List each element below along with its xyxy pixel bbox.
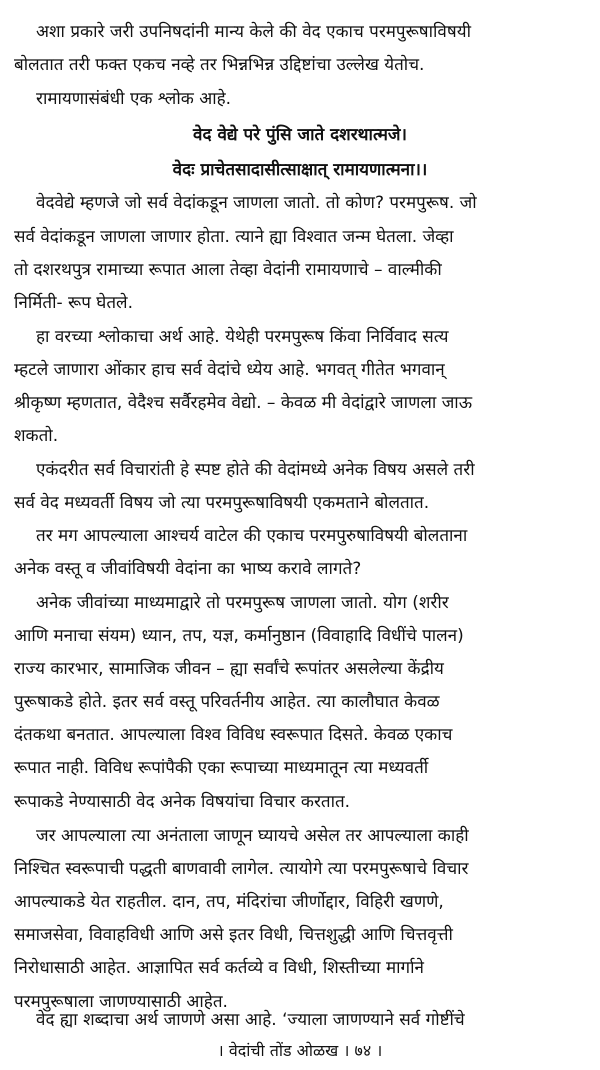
text-line: परमपुरूषाला जाणण्यासाठी आहेत. [14, 992, 228, 1012]
text-line: हा वरच्या श्लोकाचा अर्थ आहे. येथेही परमपुरूष किंवा निर्विवाद सत्य [36, 327, 449, 347]
text-line: सर्व वेदांकडून जाणला जाणार होता. त्याने ह्या विश्वात जन्म घेतला. जेव्हा [14, 227, 454, 247]
text-line: सर्व वेद मध्यवर्ती विषय जो त्या परमपुरूषाविषयी एकमताने बोलतात. [14, 493, 430, 513]
text-line: तर मग आपल्याला आश्चर्य वाटेल की एकाच परमपुरुषाविषयी बोलताना [36, 526, 468, 546]
text-line: आपल्याकडे येत राहतील. दान, तप, मंदिरांचा जीर्णोद्दार, विहिरी खणणे, [14, 892, 444, 912]
text-line: जर आपल्याला त्या अनंताला जाणून घ्यायचे असेल तर आपल्याला काही [36, 826, 469, 846]
text-line: अनेक वस्तू व जीवांविषयी वेदांना का भाष्य करावे लागते? [14, 559, 362, 579]
text-line: निरोधासाठी आहेत. आज्ञापित सर्व कर्तव्ये व विधी, शिस्तीच्या मार्गाने [14, 958, 424, 978]
text-line: अनेक जीवांच्या माध्यमाद्वारे तो परमपुरूष जाणला जातो. योग (शरीर [36, 593, 449, 613]
text-line: अशा प्रकारे जरी उपनिषदांनी मान्य केले की वेद एकाच परमपुरूषाविषयी [36, 22, 471, 42]
text-line: दंतकथा बनतात. आपल्याला विश्व विविध स्वरूपात दिसते. केवळ एकाच [14, 725, 453, 745]
verse-line: वेदः प्राचेतसादासीत्साक्षात् रामायणात्मना।। [172, 160, 428, 180]
text-line: श्रीकृष्ण म्हणतात, वेदैश्च सर्वैरहमेव वेद्यो. – केवळ मी वेदांद्वारे जाणला जाऊ [14, 393, 473, 413]
text-line: वेदवेद्ये म्हणजे जो सर्व वेदांकडून जाणला जातो. तो कोण? परमपुरूष. जो [36, 193, 477, 213]
text-line: आणि मनाचा संयम) ध्यान, तप, यज्ञ, कर्मानुष्ठान (विवाहादि विधींचे पालन) [14, 626, 464, 646]
text-line: म्हटले जाणारा ओंकार हाच सर्व वेदांचे ध्येय आहे. भगवत् गीतेत भगवान् [14, 360, 445, 380]
text-line: तो दशरथपुत्र रामाच्या रूपात आला तेव्हा वेदांनी रामायणाचे – वाल्मीकी [14, 260, 442, 280]
verse-line: वेद वेद्ये परे पुंसि जाते दशरथात्मजे। [193, 125, 407, 145]
text-line: शकतो. [14, 426, 59, 446]
text-line: रूपाकडे नेण्यासाठी वेद अनेक विषयांचा विचार करतात. [14, 792, 351, 812]
text-line: एकंदरीत सर्व विचारांती हे स्पष्ट होते की वेदांमध्ये अनेक विषय असले तरी [36, 460, 475, 480]
text-line: रूपात नाही. विविध रूपांपैकी एका रूपाच्या माध्यमातून त्या मध्यवर्ती [14, 758, 429, 778]
text-line: रामायणासंबंधी एक श्लोक आहे. [36, 89, 231, 109]
text-line: राज्य कारभार, सामाजिक जीवन – ह्या सर्वांचे रूपांतर असलेल्या केंद्रीय [14, 659, 444, 679]
text-line: बोलतात तरी फक्त एकच नव्हे तर भिन्नभिन्न उद्दिष्टांचा उल्लेख येतोच. [14, 55, 425, 75]
text-line: समाजसेवा, विवाहविधी आणि असे इतर विधी, चित्तशुद्धी आणि चित्तवृत्ती [14, 925, 453, 945]
text-line: निश्चित स्वरूपाची पद्धती बाणवावी लागेल. त्यायोगे त्या परमपुरूषाचे विचार [14, 859, 469, 879]
text-line: निर्मिती- रूप घेतले. [14, 293, 133, 313]
text-line: वेद ह्या शब्दाचा अर्थ जाणणे असा आहे. ‘ज्याला जाणण्याने सर्व गोष्टींचे [36, 1010, 465, 1030]
page-footer: । वेदांची तोंड ओळख । ७४ । [217, 1041, 383, 1060]
text-line: पुरूषाकडे होते. इतर सर्व वस्तू परिवर्तनीय आहेत. त्या कालौघात केवळ [14, 692, 440, 712]
